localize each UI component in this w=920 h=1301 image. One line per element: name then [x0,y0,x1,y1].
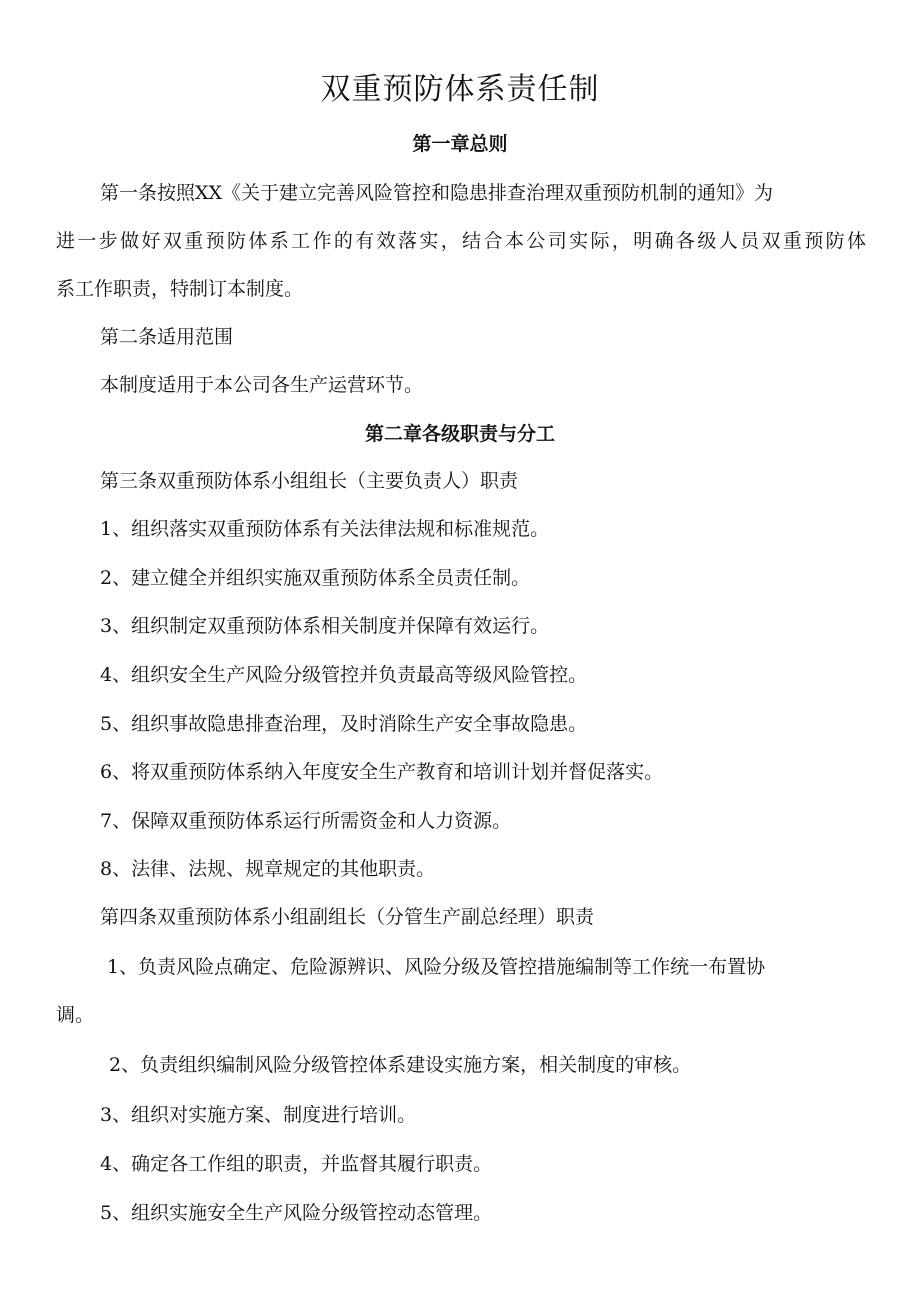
article-3-item-6: 6、将双重预防体系纳入年度安全生产教育和培训计划并督促落实。 [100,761,664,783]
article-4-item-4: 4、确定各工作组的职责，并监督其履行职责。 [100,1153,493,1175]
article-4-heading: 第四条双重预防体系小组副组长（分管生产副总经理）职责 [100,906,595,928]
article-4-item-2: 2、负责组织编制风险分级管控体系建设实施方案，相关制度的审核。 [109,1054,692,1076]
article-3-item-4: 4、组织安全生产风险分级管控并负责最高等级风险管控。 [100,664,588,686]
article-4-item-5: 5、组织实施安全生产风险分级管控动态管理。 [100,1202,493,1224]
article-3-item-3: 3、组织制定双重预防体系相关制度并保障有效运行。 [100,615,550,637]
article-3-item-2: 2、建立健全并组织实施双重预防体系全员责任制。 [100,567,531,589]
document-title: 双重预防体系责任制 [320,72,600,107]
article-3-item-7: 7、保障双重预防体系运行所需资金和人力资源。 [100,810,512,832]
article-4-item-3: 3、组织对实施方案、制度进行培训。 [100,1104,417,1126]
article-2-text: 本制度适用于本公司各生产运营环节。 [100,374,424,396]
article-1-line-1: 第一条按照XX《关于建立完善风险管控和隐患排查治理双重预防机制的通知》为 [100,182,774,204]
article-2-heading: 第二条适用范围 [100,326,234,348]
article-4-item-1-line-2: 调。 [56,1004,95,1026]
article-1-line-3: 系工作职责，特制订本制度。 [56,278,304,300]
article-3-heading: 第三条双重预防体系小组组长（主要负责人）职责 [100,470,519,492]
article-4-item-1-line-1: 1、负责风险点确定、危险源辨识、风险分级及管控措施编制等工作统一布置协 [107,956,766,978]
chapter-1-heading: 第一章总则 [412,133,508,155]
article-3-item-8: 8、法律、法规、规章规定的其他职责。 [100,858,436,880]
article-3-item-5: 5、组织事故隐患排查治理，及时消除生产安全事故隐患。 [100,713,588,735]
article-1-line-2: 进一步做好双重预防体系工作的有效落实，结合本公司实际，明确各级人员双重预防体 [56,230,866,252]
chapter-2-heading: 第二章各级职责与分工 [364,423,555,445]
article-3-item-1: 1、组织落实双重预防体系有关法律法规和标准规范。 [100,518,550,540]
